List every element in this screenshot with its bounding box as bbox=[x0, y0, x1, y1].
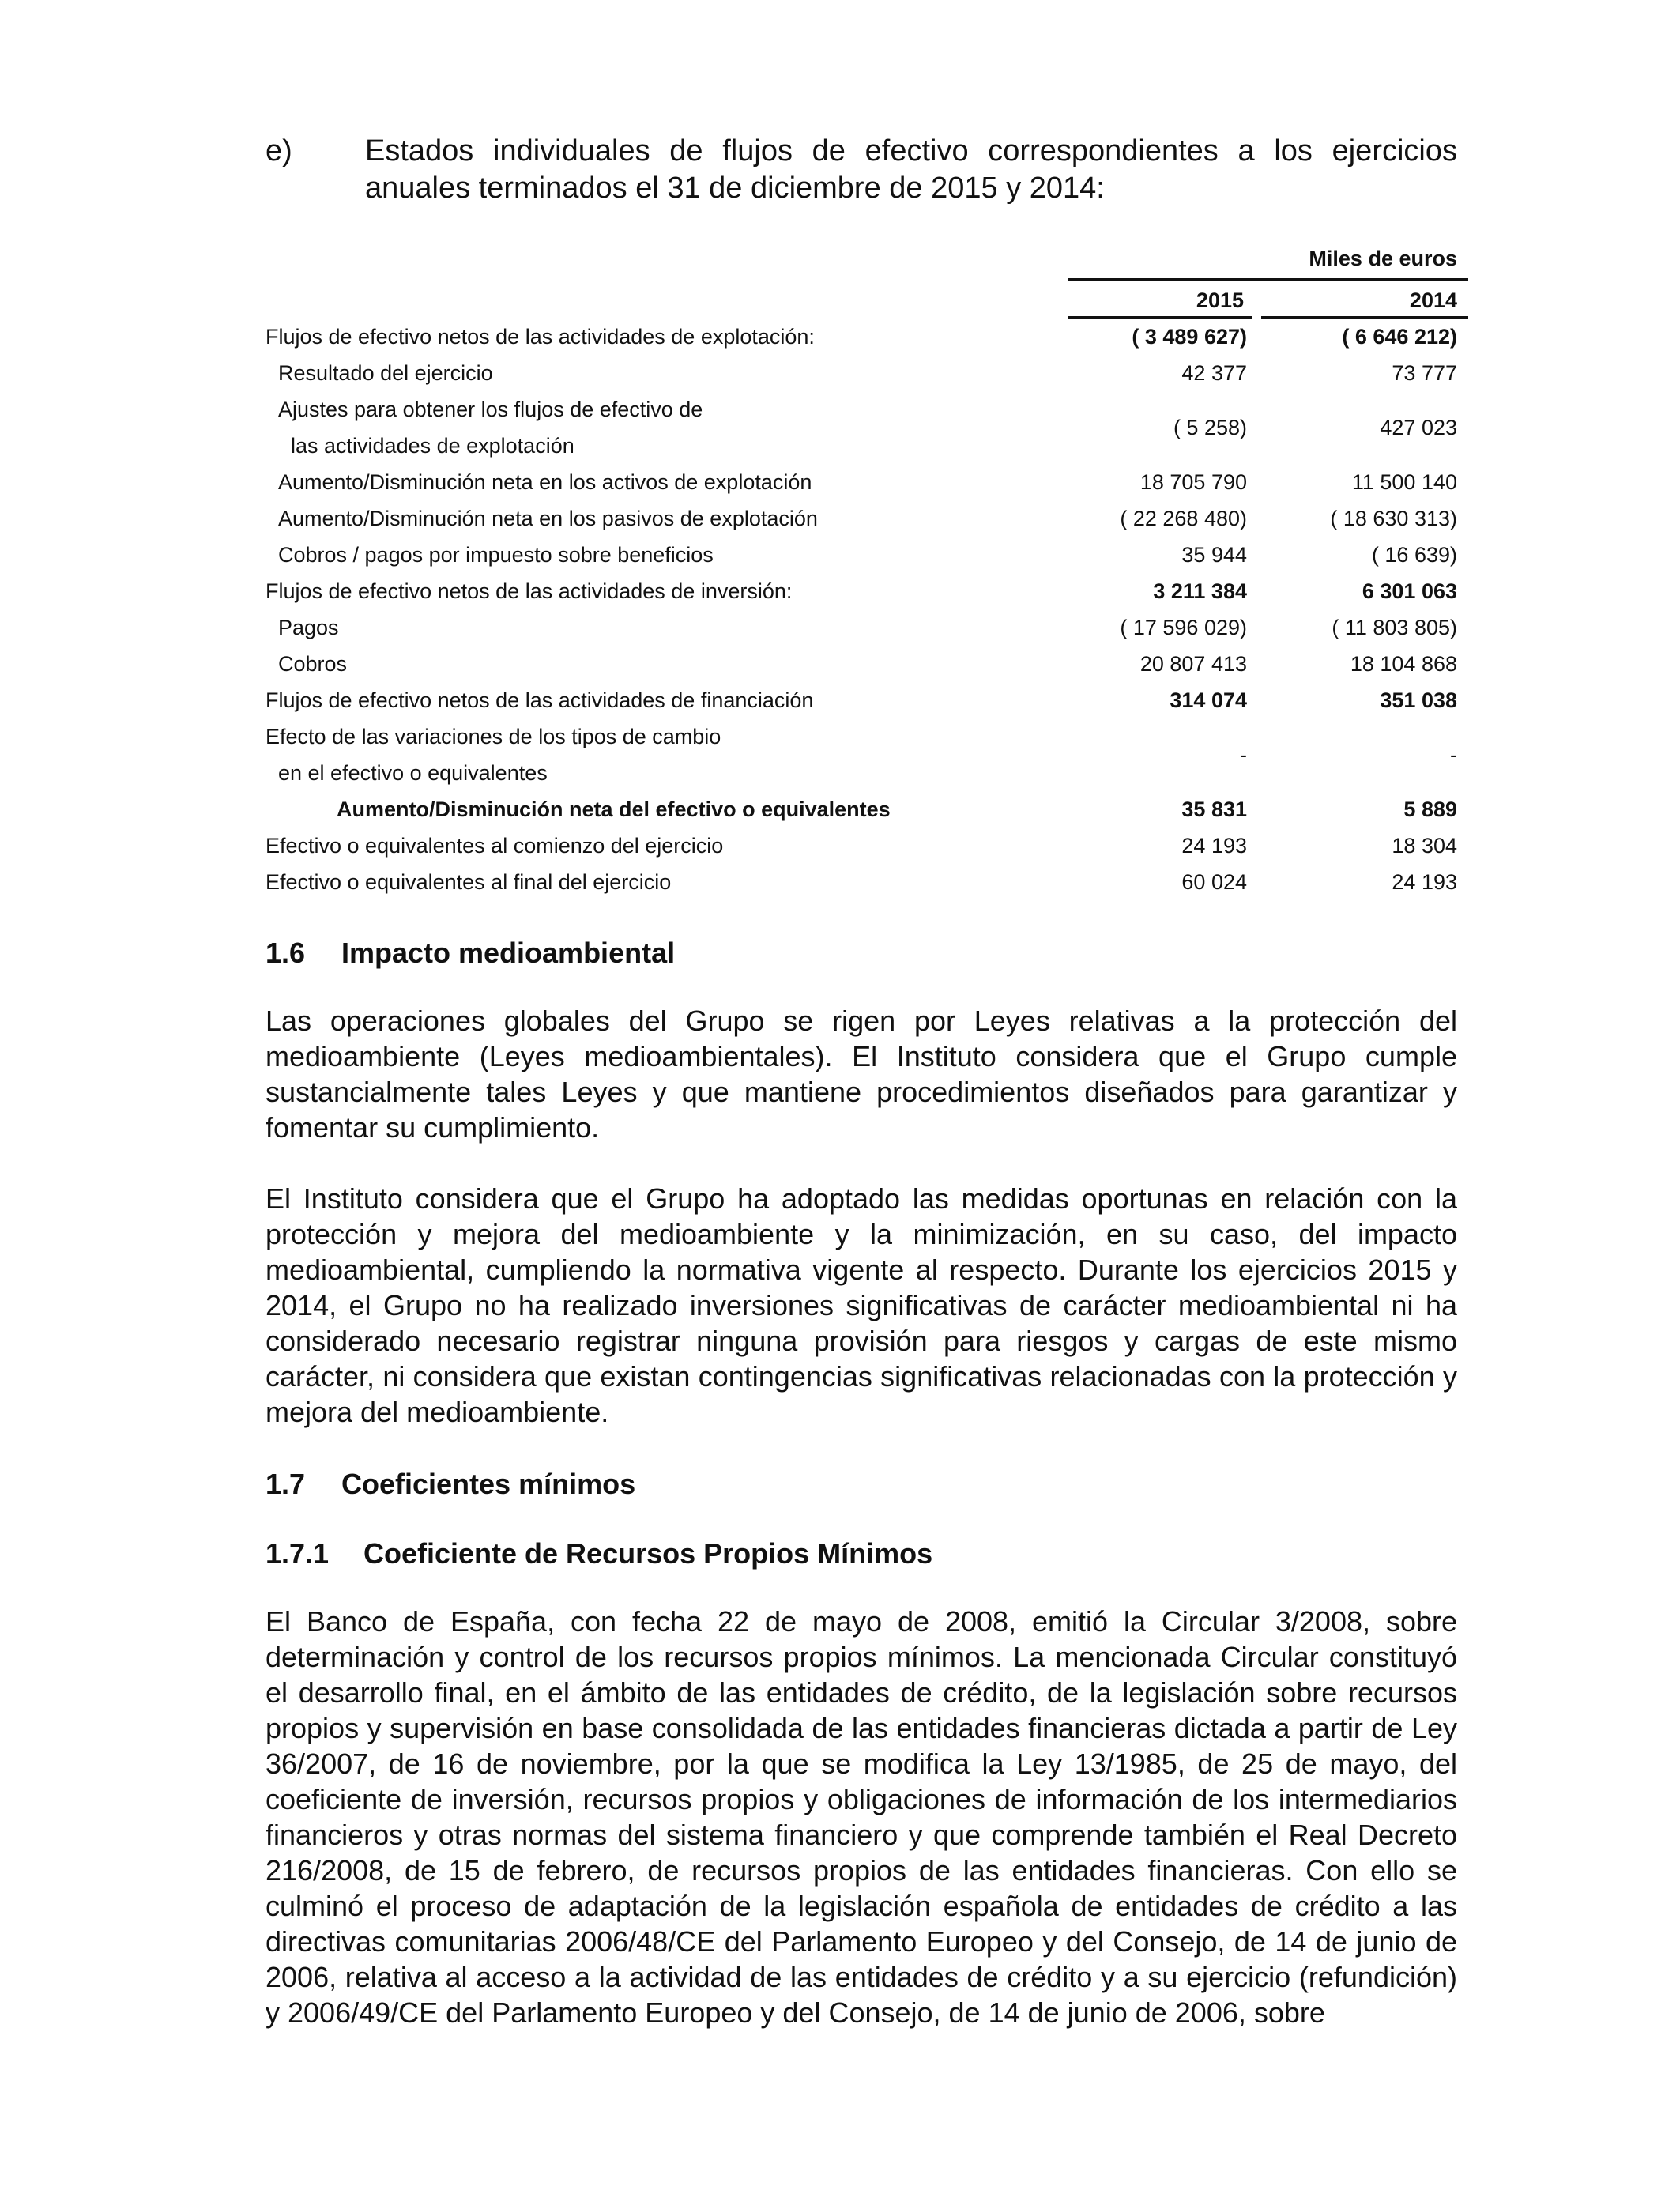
year-2015-header: 2015 bbox=[1196, 288, 1244, 312]
value-2015: - bbox=[1240, 743, 1247, 767]
value-2014: 11 500 140 bbox=[1351, 470, 1457, 494]
value-2015: ( 5 258) bbox=[1173, 416, 1247, 439]
value-2015: 60 024 bbox=[1181, 870, 1247, 894]
row-label: Resultado del ejercicio bbox=[278, 361, 493, 385]
table-row bbox=[266, 646, 1457, 682]
value-2014: 18 104 868 bbox=[1350, 652, 1457, 676]
section-number: 1.7.1 bbox=[266, 1537, 330, 1570]
table-row-total bbox=[266, 791, 1457, 827]
value-2015: 314 074 bbox=[1170, 688, 1247, 712]
value-2014: 427 023 bbox=[1380, 416, 1457, 439]
table-row bbox=[266, 718, 1457, 791]
value-2014: ( 16 639) bbox=[1371, 543, 1457, 567]
value-2014: 351 038 bbox=[1380, 688, 1457, 712]
intro-text: Estados individuales de flujos de efectivo correspondientes a los ejercicios anuales terminados el 31 de diciembre de 2015 y 2014: bbox=[365, 134, 1457, 205]
section-heading-1-7-1 bbox=[266, 1536, 1457, 1572]
intro-item bbox=[266, 133, 1457, 207]
value-2014: ( 18 630 313) bbox=[1330, 507, 1457, 530]
value-2014: ( 11 803 805) bbox=[1332, 616, 1457, 639]
table-row bbox=[266, 573, 1457, 609]
value-2014: - bbox=[1450, 743, 1457, 767]
row-label: Cobros / pagos por impuesto sobre beneficios bbox=[278, 543, 714, 567]
section-number: 1.7 bbox=[266, 1468, 306, 1500]
row-label: Flujos de efectivo netos de las actividades de inversión: bbox=[266, 579, 793, 603]
value-2015: 18 705 790 bbox=[1139, 470, 1247, 494]
section-title: Impacto medioambiental bbox=[341, 937, 676, 969]
section-number: 1.6 bbox=[266, 937, 306, 969]
value-2015: ( 3 489 627) bbox=[1132, 325, 1247, 349]
paragraph: El Banco de España, con fecha 22 de mayo de 2008, emitió la Circular 3/2008, sobre determinación y control de los recursos propios mínimos. La mencionada Circular constituyó el desarrollo final, en el ámbito de las entidades de crédito, de la legislación sobre recursos propios y supervisión en base consolidada de las entidades financieras dictada a partir de Ley 36/2007, de 16 de noviembre, por la que se modifica la Ley 13/1985, de 25 de mayo, del coeficiente de inversión, recursos propios y obligaciones de información de los intermediarios financieros y otras normas del sistema financiero y que comprende también el Real Decreto 216/2008, de 15 de febrero, de recursos propios de las entidades financieras. Con ello se culminó el proceso de adaptación de la legislación española de entidades de crédito a las directivas comunitarias 2006/48/CE del Parlamento Europeo y del Consejo, de 14 de junio de 2006, relativa al acceso a la actividad de las entidades de crédito y a su ejercicio (refundición) y 2006/49/CE del Parlamento Europeo y del Consejo, de 14 de junio de 2006, sobre bbox=[266, 1605, 1457, 2029]
value-2014: 24 193 bbox=[1392, 870, 1457, 894]
table-row bbox=[266, 682, 1457, 718]
row-label bbox=[278, 391, 703, 464]
value-2015: 35 831 bbox=[1181, 797, 1247, 821]
value-2015: 3 211 384 bbox=[1153, 579, 1247, 603]
row-label-line1: Efecto de las variaciones de los tipos de cambio bbox=[266, 725, 721, 748]
row-label: Aumento/Disminución neta en los pasivos de explotación bbox=[278, 507, 818, 530]
value-2015: ( 22 268 480) bbox=[1120, 507, 1247, 530]
document-page bbox=[266, 133, 1457, 2030]
list-marker: e) bbox=[266, 134, 292, 168]
row-label: Efectivo o equivalentes al final del ejercicio bbox=[266, 870, 672, 894]
year-header bbox=[1068, 278, 1468, 319]
row-label: Flujos de efectivo netos de las actividades de explotación: bbox=[266, 325, 815, 349]
value-2015: 35 944 bbox=[1181, 543, 1247, 567]
unit-header bbox=[266, 247, 1457, 278]
table-row bbox=[266, 864, 1457, 900]
section-heading-1-7 bbox=[266, 1466, 1457, 1502]
value-2014: 6 301 063 bbox=[1362, 579, 1457, 603]
paragraph: Las operaciones globales del Grupo se rigen por Leyes relativas a la protección del medioambiente (Leyes medioambientales). El Instituto considera que el Grupo cumple sustancialmente tales Leyes y que mantiene procedimientos diseñados para garantizar y fomentar su cumplimiento. bbox=[266, 1005, 1457, 1144]
value-2015: ( 17 596 029) bbox=[1120, 616, 1247, 639]
value-2014: 73 777 bbox=[1392, 361, 1457, 385]
cash-flow-table bbox=[266, 247, 1457, 900]
value-2015: 42 377 bbox=[1181, 361, 1247, 385]
row-label: Cobros bbox=[278, 652, 348, 676]
year-2014-header: 2014 bbox=[1409, 288, 1457, 312]
table-row bbox=[266, 500, 1457, 537]
table-row bbox=[266, 391, 1457, 464]
row-label-line1: Ajustes para obtener los flujos de efectivo de bbox=[278, 398, 703, 421]
row-label: Pagos bbox=[278, 616, 339, 639]
section-title: Coeficientes mínimos bbox=[341, 1468, 636, 1500]
unit-label: Miles de euros bbox=[1309, 247, 1457, 270]
paragraph: El Instituto considera que el Grupo ha adoptado las medidas oportunas en relación con la protección y mejora del medioambiente y la minimización, en su caso, del impacto medioambiental, cumpliendo la normativa vigente al respecto. Durante los ejercicios 2015 y 2014, el Grupo no ha realizado inversiones significativas de carácter medioambiental ni ha considerado necesario registrar ninguna provisión para riesgos y cargas de este mismo carácter, ni considera que existan contingencias significativas relacionadas con la protección y mejora del medioambiente. bbox=[266, 1182, 1457, 1428]
row-label: Efectivo o equivalentes al comienzo del ejercicio bbox=[266, 834, 724, 858]
row-label: Aumento/Disminución neta del efectivo o equivalentes bbox=[337, 797, 891, 821]
table-row bbox=[266, 319, 1457, 355]
value-2014: ( 6 646 212) bbox=[1342, 325, 1457, 349]
row-label-line2: las actividades de explotación bbox=[291, 434, 574, 458]
table-row bbox=[266, 355, 1457, 391]
row-label-line2: en el efectivo o equivalentes bbox=[278, 761, 548, 785]
value-2014: 18 304 bbox=[1392, 834, 1457, 858]
table-row bbox=[266, 827, 1457, 864]
value-2015: 24 193 bbox=[1181, 834, 1247, 858]
table-row bbox=[266, 609, 1457, 646]
row-label: Flujos de efectivo netos de las actividades de financiación bbox=[266, 688, 814, 712]
section-title: Coeficiente de Recursos Propios Mínimos bbox=[363, 1537, 933, 1570]
table-row bbox=[266, 537, 1457, 573]
value-2014: 5 889 bbox=[1403, 797, 1457, 821]
row-label: Aumento/Disminución neta en los activos de explotación bbox=[278, 470, 812, 494]
value-2015: 20 807 413 bbox=[1139, 652, 1247, 676]
row-label bbox=[266, 718, 721, 791]
section-heading-1-6 bbox=[266, 935, 1457, 971]
table-row bbox=[266, 464, 1457, 500]
